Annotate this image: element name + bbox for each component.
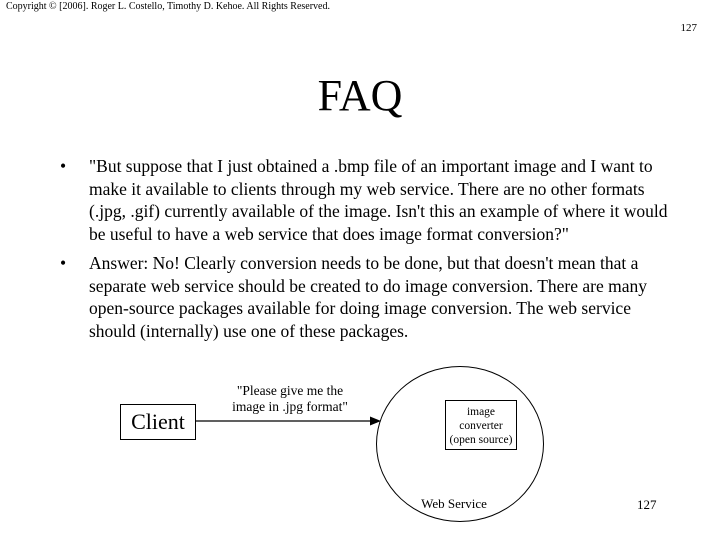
bullet-text-question: "But suppose that I just obtained a .bmp file of an important image and I want to make it available to clients through my web service. There are no other formats (.jpg, .gif) currently available of the image. Isn't this an example of where it would be useful to have a web service that does image format conversion?" [89, 156, 668, 244]
client-box: Client [120, 404, 196, 440]
image-converter-box: image converter (open source) [445, 400, 517, 450]
bullet-marker: • [60, 156, 67, 176]
request-arrow [196, 414, 381, 428]
page-number-top: 127 [680, 22, 697, 34]
bullet-marker: • [60, 253, 67, 273]
web-service-label: Web Service [421, 496, 487, 511]
bullet-item-question [60, 155, 670, 245]
bullet-text-answer: Answer: No! Clearly conversion needs to be done, but that doesn't mean that a separate web service should be created to do image conversion. There are many open-source packages available for doing image conversion. The web service should (internally) use one of these packages. [89, 253, 647, 341]
bullet-item-answer [60, 252, 670, 342]
bullet-list [60, 155, 670, 349]
request-label: "Please give me the image in .jpg format" [232, 383, 348, 414]
page-number-bottom: 127 [637, 497, 657, 512]
slide-title: FAQ [317, 71, 403, 120]
copyright-notice: Copyright © [2006]. Roger L. Costello, Timothy D. Kehoe. All Rights Reserved. [6, 1, 330, 12]
